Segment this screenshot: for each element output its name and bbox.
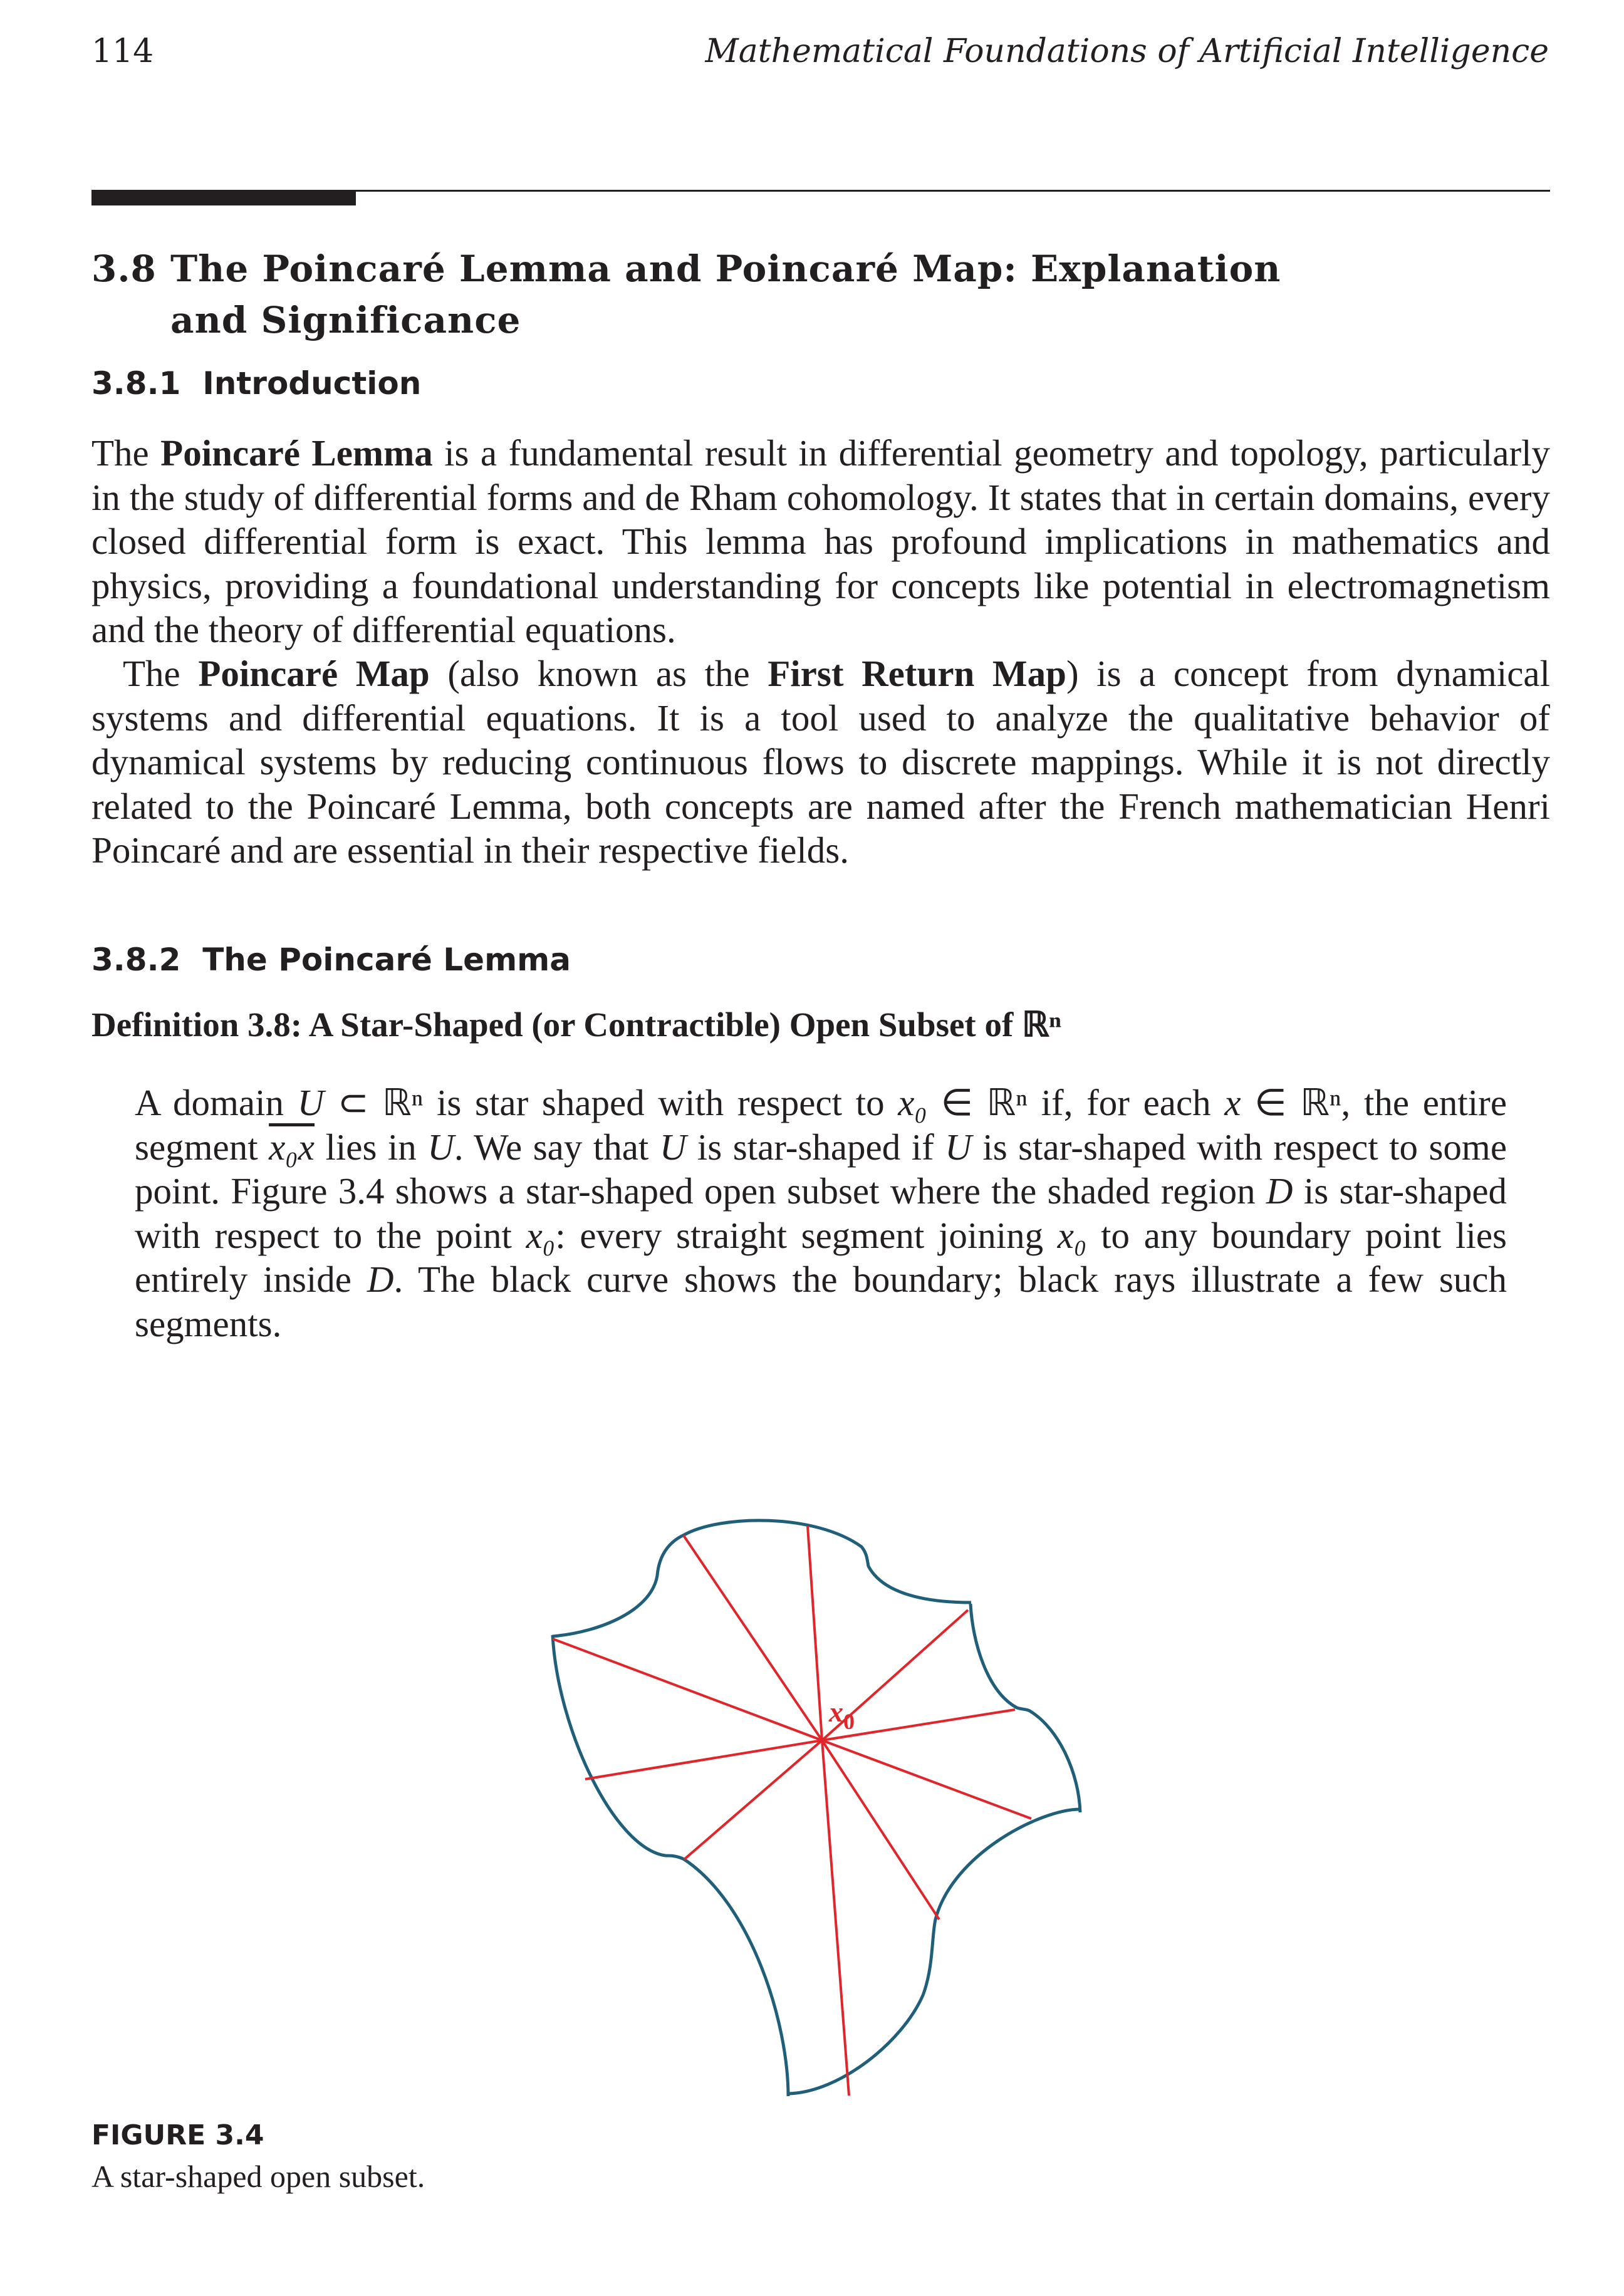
- center-point-label: $x_0$: [829, 1696, 855, 1734]
- section-title: [91, 243, 1533, 346]
- page-number: 114: [91, 33, 154, 70]
- subsection-heading-poincare-lemma: 3.8.2 The Poincaré Lemma: [91, 942, 571, 978]
- definition-body: A domain U ⊂ ℝⁿ is star shaped with respect to x₀ ∈ ℝⁿ if, for each x ∈ ℝⁿ, the entire segment x₀x lies in U. We say that U is star-shaped if U is star-shaped with respect to some point. Figure 3.4 shows a star-shaped open subset where the shaded region D is star-shaped with respect to the point x₀: every straight segment joining x₀ to any boundary point lies entirely inside D. The black curve shows the boundary; black rays illustrate a few such segments.: [135, 1082, 1507, 1344]
- figure-caption: A star-shaped open subset.: [91, 2159, 425, 2194]
- running-head: [91, 33, 1549, 83]
- intro-paragraph-2: The Poincaré Map (also known as the First Return Map) is a concept from dynamical systems and differential equations. It is a tool used to analyze the qualitative behavior of dynamical systems by reducing continuous flows to discrete mappings. While it is not directly related to the Poincaré Lemma, both concepts are named after the French mathematician Henri Poincaré and are essential in their respective fields.: [91, 653, 1550, 871]
- segment-notation: x₀x: [269, 1126, 315, 1168]
- definition-title: Definition 3.8: A Star-Shaped (or Contractible) Open Subset of ℝⁿ: [91, 1005, 1061, 1044]
- book-title: Mathematical Foundations of Artificial Intelligence: [705, 33, 1549, 70]
- intro-paragraph-1: The Poincaré Lemma is a fundamental result in differential geometry and topology, particularly in the study of differential forms and de Rham cohomology. It states that in certain domains, every closed differential form is exact. This lemma has profound implications in mathematics and physics, providing a foundational understanding for concepts like potential in electromagnetism and the theory of differential equations.: [91, 432, 1551, 650]
- rays: [553, 1526, 1031, 2096]
- header-rule-accent: [91, 190, 356, 205]
- star-shaped-figure: [533, 1504, 1096, 2105]
- section-title-line2: and Significance: [170, 299, 521, 341]
- section-title-line1: The Poincaré Lemma and Poincaré Map: Explanation: [170, 247, 1281, 290]
- section-number: 3.8: [91, 247, 157, 290]
- subsection-heading-introduction: 3.8.1 Introduction: [91, 365, 422, 402]
- figure-label: FIGURE 3.4: [91, 2119, 264, 2151]
